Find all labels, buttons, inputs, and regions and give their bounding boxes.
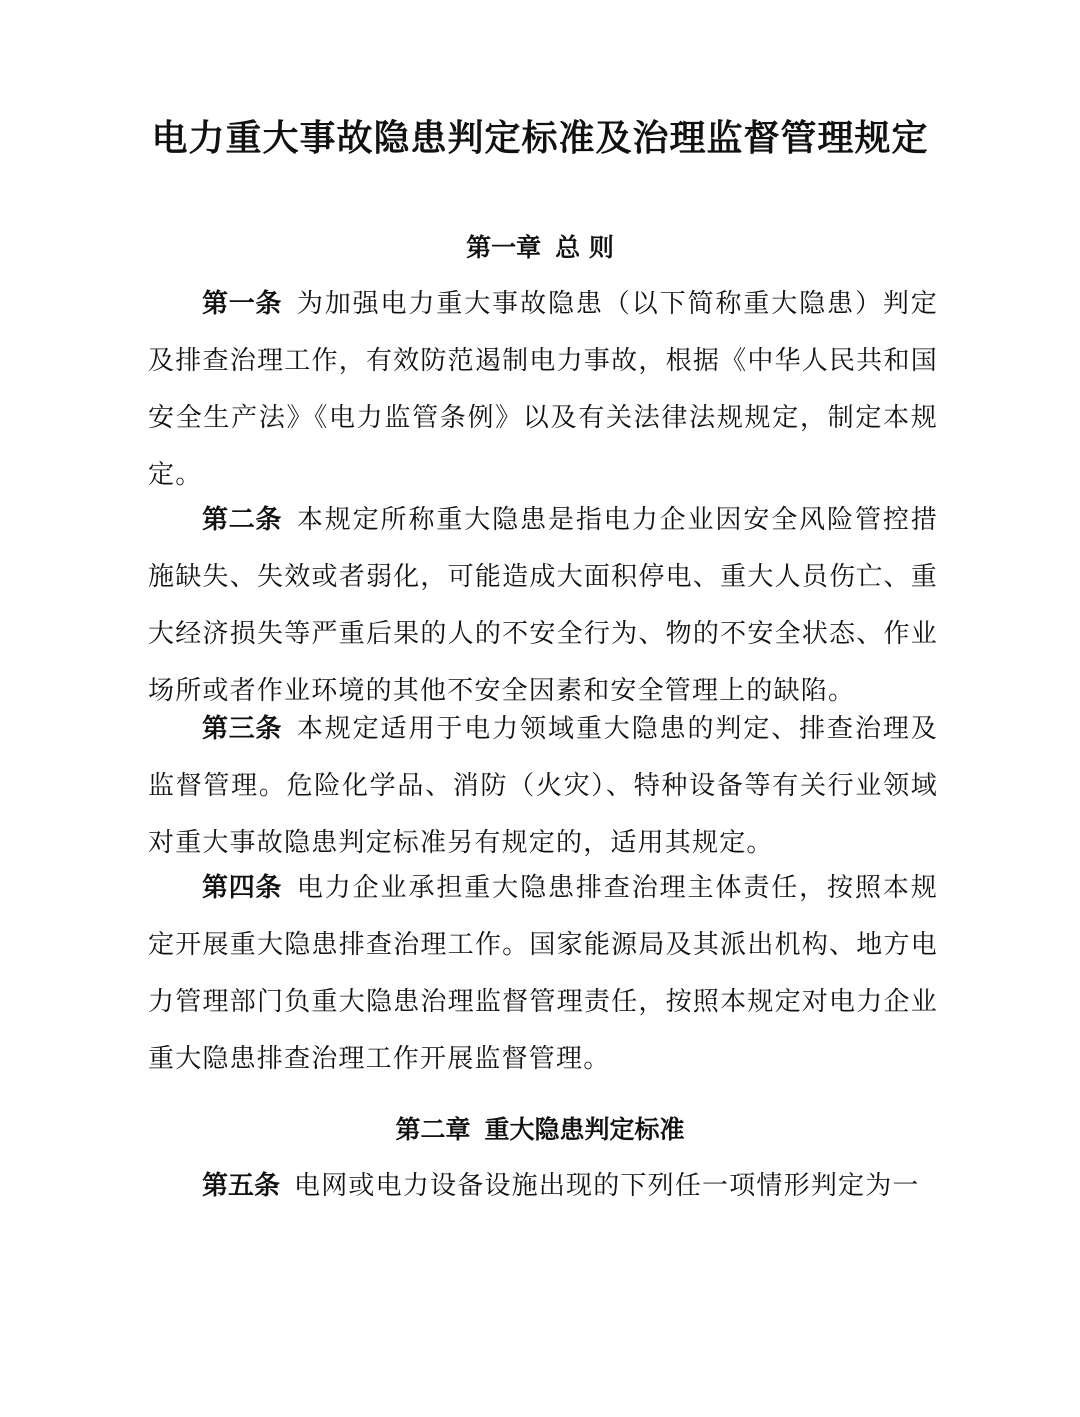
article-text: 电力企业承担重大隐患排查治理主体责任，按照本规定开展重大隐患排查治理工作。国家能源局及其派出机构、地方电力管理部门负重大隐患治理监督管理责任，按照本规定对电力企业重大隐患排查治理工作开展监督管理。 bbox=[148, 873, 938, 1074]
article-2 bbox=[148, 492, 938, 720]
article-label: 第二条 bbox=[202, 505, 283, 535]
article-label: 第四条 bbox=[202, 873, 283, 903]
article-3 bbox=[148, 701, 938, 872]
article-label: 第一条 bbox=[202, 289, 283, 319]
article-label: 第五条 bbox=[202, 1171, 281, 1201]
article-text: 本规定所称重大隐患是指电力企业因安全风险管控措施缺失、失效或者弱化，可能造成大面积停电、重大人员伤亡、重大经济损失等严重后果的人的不安全行为、物的不安全状态、作业场所或者作业环境的其他不安全因素和安全管理上的缺陷。 bbox=[148, 505, 938, 706]
article-label: 第三条 bbox=[202, 714, 283, 744]
article-1 bbox=[148, 276, 938, 504]
document-title: 电力重大事故隐患判定标准及治理监督管理规定 bbox=[151, 117, 929, 159]
article-text: 电网或电力设备设施出现的下列任一项情形判定为一 bbox=[294, 1171, 920, 1201]
chapter-title: 重大隐患判定标准 bbox=[484, 1115, 685, 1144]
article-5 bbox=[148, 1158, 938, 1215]
chapter-number: 第二章 bbox=[395, 1115, 471, 1144]
article-text: 本规定适用于电力领域重大隐患的判定、排查治理及监督管理。危险化学品、消防（火灾）、特种设备等有关行业领域对重大事故隐患判定标准另有规定的，适用其规定。 bbox=[148, 714, 938, 858]
chapter-number: 第一章 bbox=[466, 233, 542, 262]
chapter-title: 总 则 bbox=[555, 233, 614, 262]
article-text: 为加强电力重大事故隐患（以下简称重大隐患）判定及排查治理工作，有效防范遏制电力事故，根据《中华人民共和国安全生产法》《电力监管条例》以及有关法律法规规定，制定本规定。 bbox=[148, 289, 938, 490]
chapter-heading-1 bbox=[0, 228, 1080, 268]
article-4 bbox=[148, 860, 938, 1088]
chapter-heading-2 bbox=[0, 1110, 1080, 1150]
